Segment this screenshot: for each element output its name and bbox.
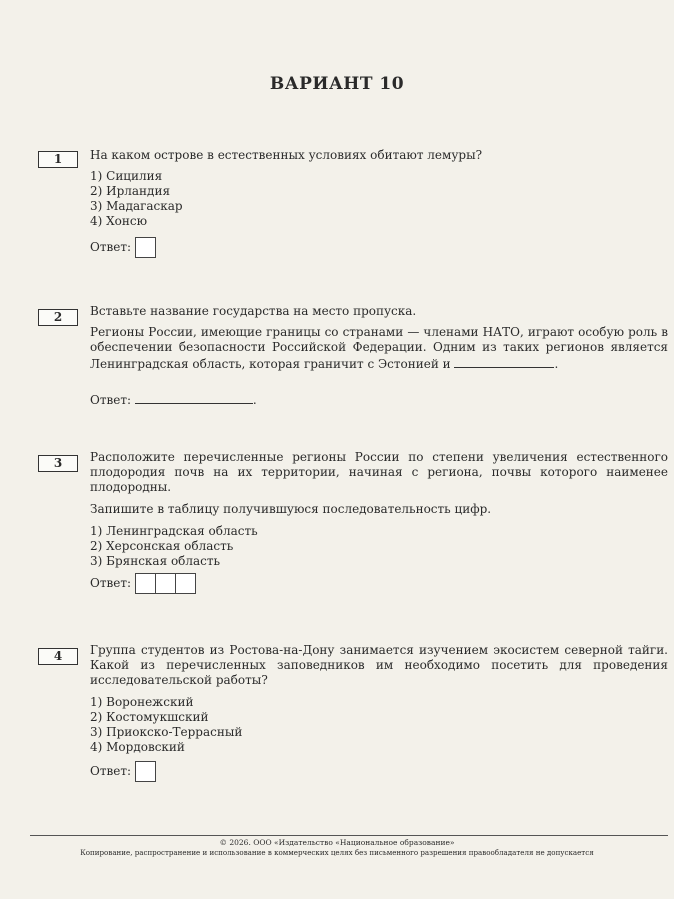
- question-3-answer-cell-3[interactable]: [175, 573, 196, 594]
- question-number-4: 4: [38, 648, 78, 665]
- question-4-answer-label: Ответ:: [90, 764, 132, 778]
- footer-copyright: © 2026. ООО «Издательство «Национальное образование»: [219, 838, 455, 847]
- question-3-option-1: 1) Ленинградская область: [90, 524, 258, 538]
- question-1-text: На каком острове в естественных условиях обитают лемуры?: [90, 148, 483, 162]
- question-1: [90, 148, 668, 258]
- question-4-option-3: 3) Приокско-Террасный: [90, 725, 243, 739]
- question-1-option-3: 3) Мадагаскар: [90, 199, 183, 213]
- question-3-answer-cell-2[interactable]: [155, 573, 176, 594]
- question-4: [90, 643, 668, 782]
- page-title: ВАРИАНТ 10: [269, 74, 405, 94]
- question-4-answer-row: [90, 761, 668, 782]
- question-2-text-end: .: [554, 357, 559, 371]
- question-4-option-1: 1) Воронежский: [90, 695, 194, 709]
- question-3-option-3: 3) Брянская область: [90, 554, 221, 568]
- question-2-instruction: Вставьте название государства на место пропуска.: [90, 304, 417, 318]
- question-2-text-block: [90, 325, 668, 372]
- question-2-inline-blank[interactable]: [454, 355, 554, 368]
- question-1-option-1: 1) Сицилия: [90, 169, 163, 183]
- question-2-text: Регионы России, имеющие границы со странами — членами НАТО, играют особую роль в обеспечении безопасности Российской Федерации. Одним из таких регионов является Ленинградская область, которая граничит с Эстонией и: [90, 325, 668, 371]
- question-number-1: 1: [38, 151, 78, 168]
- question-3-instruction: Запишите в таблицу получившуюся последовательность цифр.: [90, 502, 492, 516]
- question-1-answer-label: Ответ:: [90, 240, 132, 254]
- question-4-text: Группа студентов из Ростова-на-Дону занимается изучением экосистем северной тайги. Какой из перечисленных заповедников им необходимо посетить для проведения исследовательской работы?: [90, 643, 668, 687]
- question-4-answer-box[interactable]: [135, 761, 156, 782]
- question-3-option-2: 2) Херсонская область: [90, 539, 234, 553]
- question-2-answer-end: .: [252, 393, 257, 407]
- question-1-option-4: 4) Хонсю: [90, 214, 148, 228]
- question-3-answer-cell-1[interactable]: [135, 573, 156, 594]
- question-1-answer-row: [90, 237, 668, 258]
- question-2: [90, 304, 668, 408]
- question-4-option-4: 4) Мордовский: [90, 740, 185, 754]
- footer-notice: Копирование, распространение и использование в коммерческих целях без письменного разрешения правообладателя не допускается: [80, 848, 594, 857]
- footer-divider: [30, 835, 668, 836]
- question-2-answer-line[interactable]: [135, 391, 253, 404]
- question-3-answer-table: [135, 573, 194, 594]
- question-1-answer-box[interactable]: [135, 237, 156, 258]
- question-number-3: 3: [38, 455, 78, 472]
- question-number-2: 2: [38, 309, 78, 326]
- question-3-text: Расположите перечисленные регионы России по степени увеличения естественного плодородия почв на их территории, начиная с региона, почвы которого наименее плодородны.: [90, 450, 668, 494]
- question-3: [90, 450, 668, 594]
- question-1-option-2: 2) Ирландия: [90, 184, 171, 198]
- question-2-answer-label: Ответ:: [90, 393, 132, 407]
- question-4-option-2: 2) Костомукшский: [90, 710, 209, 724]
- question-2-answer-row: [90, 391, 668, 408]
- question-3-answer-label: Ответ:: [90, 576, 132, 590]
- question-3-answer-row: [90, 573, 668, 594]
